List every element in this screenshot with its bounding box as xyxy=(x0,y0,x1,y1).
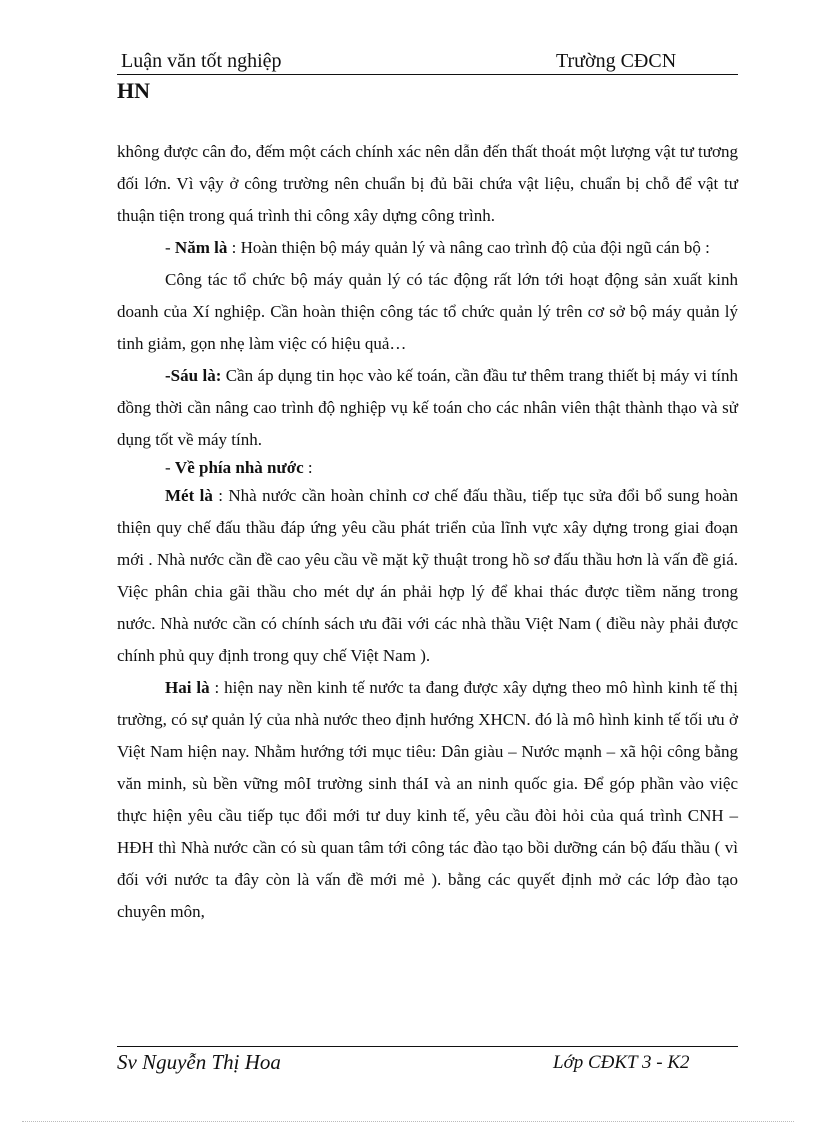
paragraph-to-chuc: Công tác tổ chức bộ máy quản lý có tác động rất lớn tới hoạt động sản xuất kinh doanh của Xí nghiệp. Cần hoàn thiện công tác tổ chức quản lý trên cơ sở bộ máy quản lý tinh giảm, gọn nhẹ làm việc có hiệu quả… xyxy=(117,270,738,353)
text-nam-la: : Hoàn thiện bộ máy quản lý và nâng cao trình độ của đội ngũ cán bộ : xyxy=(227,238,710,257)
dash-prefix: - xyxy=(165,238,175,257)
heading-hai-la: Hai là xyxy=(165,678,210,697)
heading-ve-phia-nha-nuoc: Về phía nhà nước xyxy=(174,458,304,477)
paragraph-met-la xyxy=(117,480,738,672)
paragraph-continuation: không được cân đo, đếm một cách chính xác nên dẫn đến thất thoát một lượng vật tư tương đối lớn. Vì vậy ở công trường nên chuẩn bị đủ bãi chứa vật liệu, chuẩn bị chỗ để vật tư thuận tiện trong quá trình thi công xây dựng công trình. xyxy=(117,142,738,225)
footer-class-name: Lớp CĐKT 3 - K2 xyxy=(553,1052,690,1073)
header-divider xyxy=(117,74,738,75)
text-sau-la: Cần áp dụng tin học vào kế toán, cần đầu tư thêm trang thiết bị máy vi tính đồng thời cần nâng cao trình độ nghiệp vụ kế toán cho các nhân viên thật thành thạo và sử dụng tốt về máy tính. xyxy=(117,366,738,449)
paragraph-sau-la xyxy=(117,360,738,456)
header-school-suffix: HN xyxy=(117,78,150,103)
paragraph-nam-la xyxy=(117,232,738,264)
header-school-name: Trường CĐCN xyxy=(556,50,677,72)
page-bottom-edge xyxy=(22,1121,794,1122)
text-met-la: : Nhà nước cần hoàn chỉnh cơ chế đấu thầu, tiếp tục sửa đổi bổ sung hoàn thiện quy chế đấu thầu đáp ứng yêu cầu phát triển của lĩnh vực xây dựng trong giai đoạn mới . Nhà nước cần đề cao yêu cầu về mặt kỹ thuật trong hồ sơ đấu thầu hơn là vấn đề giá. Việc phân chia gãi thầu cho mét dự án phải hợp lý để khai thác được tiềm năng trong nước. Nhà nước cần có chính sách ưu đãi với các nhà thầu Việt Nam ( điều này phải được chính phủ quy định trong quy chế Việt Nam ). xyxy=(117,486,738,665)
text-hai-la: : hiện nay nền kinh tế nước ta đang được xây dựng theo mô hình kinh tế thị trường, có sự quản lý của nhà nước theo định hướng XHCN. đó là mô hình kinh tế tối ưu ở Việt Nam hiện nay. Nhằm hướng tới mục tiêu: Dân giàu – Nước mạnh – xã hội công bằng văn minh, sù bền vững môI trường sinh tháI và an ninh quốc gia. Để góp phần vào việc thực hiện yêu cầu tiếp tục đổi mới tư duy kinh tế, yêu cầu đòi hỏi của quá trình CNH – HĐH thì Nhà nước cần có sù quan tâm tới công tác đào tạo bồi dưỡng cán bộ đấu thầu ( vì đối với nước ta đây còn là vấn đề mới mẻ ). bằng các quyết định mở các lớp đào tạo chuyên môn, xyxy=(117,678,738,921)
heading-nam-la: Năm là xyxy=(174,238,228,257)
body-text xyxy=(117,136,738,928)
heading-sau-la: -Sáu là: xyxy=(165,366,222,385)
footer-student-name: Sv Nguyễn Thị Hoa xyxy=(117,1050,281,1074)
text-ve-phia-nha-nuoc: : xyxy=(303,458,313,477)
paragraph-ve-phia-nha-nuoc xyxy=(117,456,738,480)
dash-prefix: - xyxy=(165,458,175,477)
heading-met-la: Mét là xyxy=(165,486,213,505)
footer-divider xyxy=(117,1046,738,1047)
paragraph-hai-la xyxy=(117,672,738,928)
header-thesis-label: Luận văn tốt nghiệp xyxy=(121,50,282,72)
